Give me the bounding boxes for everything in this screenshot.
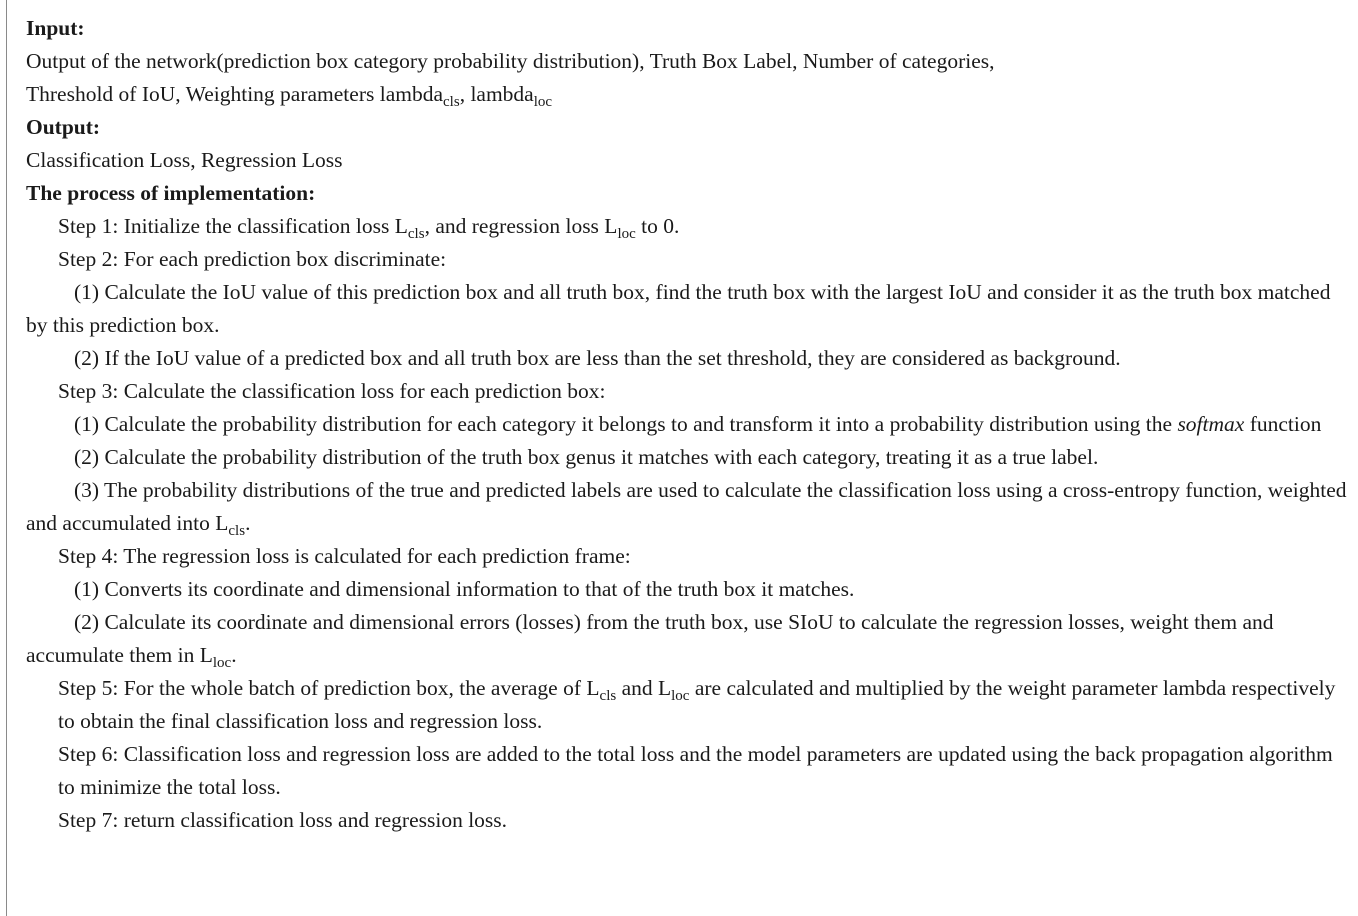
subscript-loc: loc: [533, 94, 553, 110]
subscript-cls: cls: [228, 523, 246, 539]
step-5-text-b: and L: [616, 676, 672, 700]
step-4-item-2-text-b: .: [231, 643, 237, 667]
step-2-item-1: (1) Calculate the IoU value of this prediction box and all truth box, find the truth box with the largest IoU and consider it as the truth box matched by this prediction box.: [26, 280, 1331, 337]
input-line-2-mid: , lambda: [459, 82, 534, 106]
step-3-title: Step 3: Calculate the classification loss for each prediction box:: [58, 379, 606, 403]
step-1-text-b: , and regression loss L: [424, 214, 618, 238]
step-1-text-a: Step 1: Initialize the classification loss L: [58, 214, 408, 238]
step-1: [26, 210, 1352, 243]
step-2-item-2: (2) If the IoU value of a predicted box and all truth box are less than the set threshold, they are considered as background.: [74, 346, 1121, 370]
step-3-item-3: [26, 474, 1352, 540]
step-3-item-3-text-a: (3) The probability distributions of the true and predicted labels are used to calculate the classification loss using a cross-entropy function, weighted and accumulated into L: [26, 478, 1347, 535]
subscript-cls: cls: [443, 94, 460, 110]
subscript-loc: loc: [212, 655, 232, 671]
input-line-2: [26, 78, 1352, 111]
output-heading: Output:: [26, 115, 101, 139]
step-4-title: Step 4: The regression loss is calculated for each prediction frame:: [58, 544, 631, 568]
subscript-loc: loc: [671, 688, 690, 704]
input-line-1: Output of the network(prediction box category probability distribution), Truth Box Label, Number of categories,: [26, 49, 995, 73]
step-3-item-1: [26, 408, 1352, 441]
step-4-item-1: (1) Converts its coordinate and dimensional information to that of the truth box it matches.: [74, 577, 855, 601]
step-7: Step 7: return classification loss and regression loss.: [58, 808, 508, 832]
input-line-2-text: Threshold of IoU, Weighting parameters lambda: [26, 82, 444, 106]
algorithm-box: [26, 12, 1352, 837]
step-3-item-1-text-a: (1) Calculate the probability distribution for each category it belongs to and transform it into a probability distribution using the: [74, 412, 1178, 436]
process-heading: The process of implementation:: [26, 181, 316, 205]
softmax-term: softmax: [1177, 412, 1245, 436]
subscript-cls: cls: [407, 226, 425, 242]
input-heading: Input:: [26, 16, 85, 40]
step-5-text-c: are calculated and multiplied by the weight parameter lambda respectively to obtain the final classification loss and regression loss.: [58, 676, 1336, 733]
step-6: Step 6: Classification loss and regression loss are added to the total loss and the model parameters are updated using the back propagation algorithm to minimize the total loss.: [58, 742, 1333, 799]
subscript-loc: loc: [617, 226, 636, 242]
step-4-item-2: [26, 606, 1352, 672]
step-5-text-a: Step 5: For the whole batch of prediction box, the average of L: [58, 676, 600, 700]
step-1-text-c: to 0.: [635, 214, 680, 238]
left-border-rule: [6, 0, 7, 916]
step-3-item-2: (2) Calculate the probability distribution of the truth box genus it matches with each category, treating it as a true label.: [74, 445, 1099, 469]
step-5: [26, 672, 1352, 738]
step-3-item-3-text-b: .: [245, 511, 251, 535]
step-4-item-2-text-a: (2) Calculate its coordinate and dimensional errors (losses) from the truth box, use SIoU to calculate the regression losses, weight them and accumulate them in L: [26, 610, 1274, 667]
step-2-title: Step 2: For each prediction box discriminate:: [58, 247, 447, 271]
step-3-item-1-text-b: function: [1244, 412, 1322, 436]
output-line: Classification Loss, Regression Loss: [26, 148, 343, 172]
subscript-cls: cls: [599, 688, 617, 704]
